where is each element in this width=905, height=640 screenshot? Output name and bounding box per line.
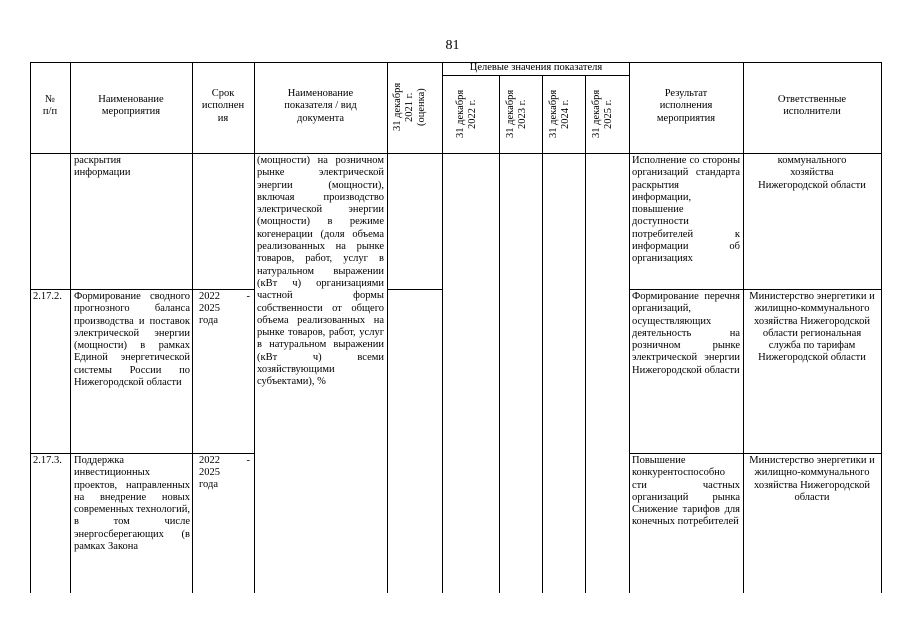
- row-2-result: Формирование перечня организаций, осуществляющих деятельность на розничном рынке электрической энергии Нижегородской области: [632, 291, 740, 376]
- col-divider: [629, 62, 630, 593]
- header-year-2024: 31 декабря 2024 г.: [548, 89, 571, 139]
- header-year-2023: 31 декабря 2023 г.: [505, 89, 528, 139]
- targets-subheader-border: [442, 75, 630, 76]
- indicator-table: [30, 62, 882, 593]
- col-divider: [585, 75, 586, 593]
- col-divider: [442, 62, 443, 593]
- row-3-name: Поддержка инвестиционных проектов, направленных на внедрение новых современных технологий, в том числе энергосберегающих (в рамках Закона: [74, 455, 191, 553]
- row-2-term-dash: -: [246, 291, 250, 302]
- col-divider: [192, 62, 193, 593]
- base-year-cell-border: [387, 289, 442, 290]
- col-divider: [499, 75, 500, 593]
- row-1-responsible: коммунального хозяйства Нижегородской области: [758, 155, 866, 191]
- row-3-result: Повышение конкурентоспособно сти частных организаций рынка Снижение тарифов для конечных потребителей: [632, 455, 740, 528]
- table-left-border: [30, 62, 31, 593]
- header-result: Результат исполнения мероприятия: [656, 88, 716, 124]
- header-term: Срок исполнен ия: [201, 88, 245, 124]
- header-indicator: Наименование показателя / вид документа: [284, 88, 357, 124]
- col-divider: [542, 75, 543, 593]
- row-2-name: Формирование сводного прогнозного баланса производства и поставок электрической энергии (мощности) в рамках Единой энергетической системы России по Нижегородской области: [74, 291, 190, 389]
- table-right-border: [881, 62, 882, 593]
- indicator-text: (мощности) на розничном рынке электрической энергии (мощности), включая производство электрической энергии (мощности) в режиме когенерации (доля объема реализованных на рынке товаров, работ, услуг в натуральном выражении (кВт ч) организациями частной формы собственности от общего объема реализованных на рынке товаров, работ, услуг в натуральном выражении (кВт ч) всеми хозяйствующими субъектами), %: [257, 155, 384, 388]
- row-3-term-start: 2022: [199, 455, 220, 466]
- row-3-border-left: [30, 453, 254, 454]
- row-2-responsible: Министерство энергетики и жилищно-коммунального хозяйства Нижегородской области региональная служба по тарифам Нижегородской области: [749, 291, 875, 364]
- row-1-name: раскрытия информации: [74, 155, 131, 179]
- row-2-num: 2.17.2.: [33, 291, 62, 302]
- row-2-border-right: [629, 289, 882, 290]
- col-divider: [70, 62, 71, 593]
- col-divider: [254, 62, 255, 593]
- row-3-term-end: 2025 года: [199, 467, 220, 491]
- header-num: № п/п: [42, 94, 58, 118]
- row-3-border-right: [629, 453, 882, 454]
- page-number: 81: [445, 38, 460, 53]
- row-2-term-start: 2022: [199, 291, 220, 302]
- row-2-border-left: [30, 289, 254, 290]
- col-divider: [387, 62, 388, 593]
- header-base-year: 31 декабря 2021 г. (оценка): [392, 82, 427, 132]
- header-year-2025: 31 декабря 2025 г.: [591, 89, 614, 139]
- header-bottom-border: [30, 153, 882, 154]
- row-3-responsible: Министерство энергетики и жилищно-коммунального хозяйства Нижегородской области: [749, 455, 875, 503]
- header-year-2022: 31 декабря 2022 г.: [455, 89, 478, 139]
- row-2-term-end: 2025 года: [199, 303, 220, 327]
- header-responsible: Ответственные исполнители: [777, 94, 847, 118]
- col-divider: [743, 62, 744, 593]
- header-name: Наименование мероприятия: [98, 94, 164, 118]
- header-targets-title: Целевые значения показателя: [469, 62, 603, 73]
- row-1-result: Исполнение со стороны организаций стандарта раскрытия информации, повышение доступности потребителей к информации об организациях: [632, 155, 740, 265]
- row-3-term-dash: -: [246, 455, 250, 466]
- row-3-num: 2.17.3.: [33, 455, 62, 466]
